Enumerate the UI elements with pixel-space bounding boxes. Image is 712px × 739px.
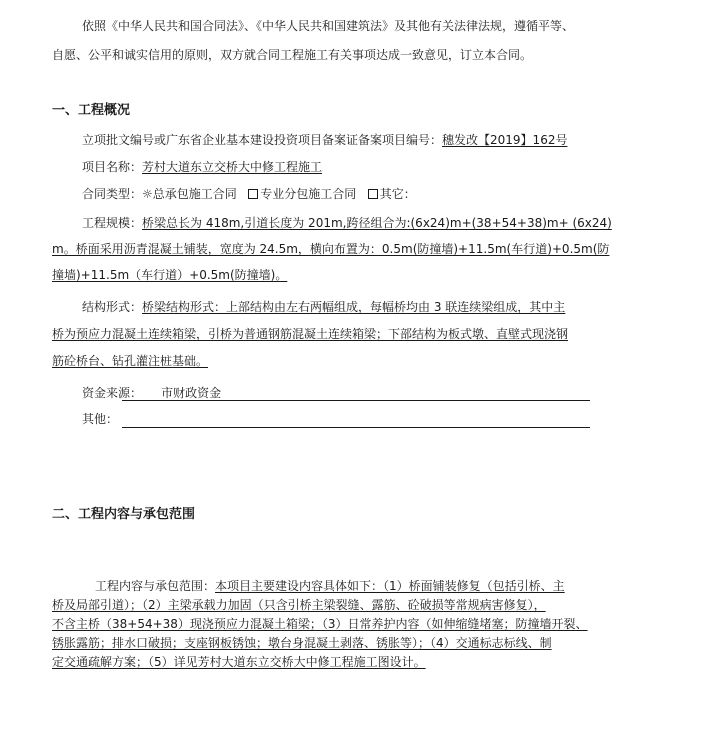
- intro-line-1: 依照《中华人民共和国合同法》、《中华人民共和国建筑法》及其他有关法律法规，遵循平等、: [82, 19, 575, 33]
- fund-label: 资金来源：: [82, 386, 143, 400]
- scope-line-1: 本项目主要建设内容具体如下：（1）桥面铺装修复（包括引桥、主: [215, 579, 565, 593]
- scope-row-1: [95, 578, 565, 594]
- contract-option-general: ☼总承包施工合同: [142, 187, 237, 201]
- struct-row-1: [82, 299, 565, 315]
- scale-row-1: [82, 215, 612, 231]
- contract-option-specialist: 专业分包施工合同: [260, 187, 357, 201]
- struct-label: 结构形式：: [82, 300, 143, 314]
- other-underline: [122, 427, 590, 428]
- checkbox-icon: [248, 189, 258, 199]
- scale-label: 工程规模：: [82, 216, 143, 230]
- approval-label: 立项批文编号或广东省企业基本建设投资项目备案证备案项目编号：: [82, 133, 443, 147]
- project-label: 项目名称：: [82, 160, 143, 174]
- contract-type-label: 合同类型：: [82, 187, 143, 201]
- scope-line-5: 定交通疏解方案；（5）详见芳村大道东立交桥大中修工程施工图设计。: [52, 655, 426, 669]
- scope-line-2: 桥及局部引道）；（2）主梁承载力加固（只含引桥主梁裂缝、露筋、砼破损等常规病害修复），: [52, 598, 546, 612]
- other-label: 其他：: [82, 412, 119, 426]
- scale-line-3: 撞墙)+11.5m（车行道）+0.5m(防撞墙)。: [52, 268, 288, 282]
- project-row: [82, 159, 322, 175]
- intro-line-2: 自愿、公平和诚实信用的原则，双方就合同工程施工有关事项达成一致意见，订立本合同。: [52, 48, 533, 62]
- fund-value: 市财政资金: [161, 386, 222, 400]
- fund-row: [82, 385, 221, 401]
- section2-heading: 二、工程内容与承包范围: [52, 507, 196, 522]
- contract-type-row: [82, 186, 416, 202]
- fund-underline: [122, 400, 590, 401]
- section1-heading: 一、工程概况: [52, 103, 131, 118]
- scope-line-4: 锈胀露筋；排水口破损；支座钢板锈蚀；墩台身混凝土剥落、锈胀等）；（4）交通标志标线、制: [52, 636, 552, 650]
- scope-label: 工程内容与承包范围：: [95, 579, 216, 593]
- struct-line-3: 筋砼桥台、钻孔灌注桩基础。: [52, 354, 209, 368]
- approval-row: [82, 132, 567, 148]
- contract-option-other: 其它：: [379, 187, 416, 201]
- checkbox-icon: [368, 189, 378, 199]
- scope-line-3: 不含主桥（38+54+38）现浇预应力混凝土箱梁；（3）日常养护内容（如伸缩缝堵塞；防撞墙开裂、: [52, 617, 588, 631]
- struct-line-2: 桥为预应力混凝土连续箱梁，引桥为普通钢筋混凝土连续箱梁；下部结构为板式墩、直壁式现浇钢: [52, 327, 569, 341]
- project-value: 芳村大道东立交桥大中修工程施工: [142, 160, 323, 174]
- scale-line-2: m。桥面采用沥青混凝土铺装，宽度为 24.5m，横向布置为：0.5m(防撞墙)+11.5m(车行道)+0.5m(防: [52, 242, 610, 256]
- struct-line-1: 桥梁结构形式：上部结构由左右两幅组成，每幅桥均由 3 联连续梁组成，其中主: [142, 300, 566, 314]
- approval-value: 穗发改【2019】162号: [442, 133, 568, 147]
- scale-line-1: 桥梁总长为 418m,引道长度为 201m,跨径组合为:(6x24)m+(38+54+38)m+ (6x24): [142, 216, 612, 230]
